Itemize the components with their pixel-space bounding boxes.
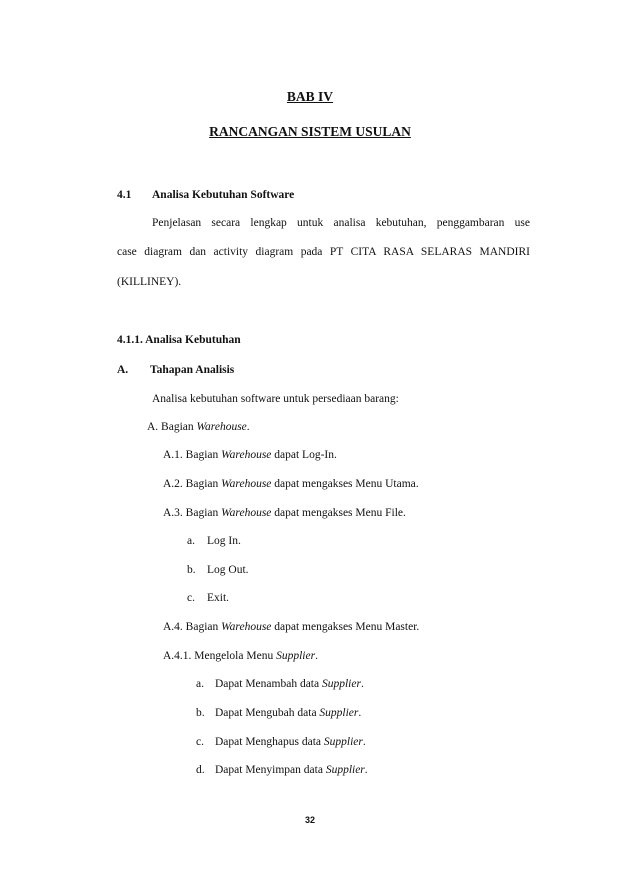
list-item-text: Log Out. <box>207 564 249 576</box>
list-item-text: Dapat Menambah data Supplier. <box>215 678 364 690</box>
subheading-label: Tahapan Analisis <box>150 364 235 376</box>
paragraph-line-2: case diagram dan activity diagram pada PT CITA RASA SELARAS MANDIRI <box>117 246 530 258</box>
list-item-letter: b. <box>196 707 205 719</box>
list-item-letter: a. <box>187 535 195 547</box>
intro-line: Analisa kebutuhan software untuk persediaan barang: <box>152 393 399 405</box>
list-item: A.3. Bagian Warehouse dapat mengakses Menu File. <box>163 507 406 519</box>
list-item: A.4.1. Mengelola Menu Supplier. <box>163 650 318 662</box>
list-item: A.4. Bagian Warehouse dapat mengakses Menu Master. <box>163 621 420 633</box>
page-number: 32 <box>304 815 315 825</box>
list-item-text: Dapat Menyimpan data Supplier. <box>215 764 368 776</box>
list-item-text: Log In. <box>207 535 241 547</box>
chapter-title: RANCANGAN SISTEM USULAN <box>209 124 411 139</box>
chapter-heading: BAB IV <box>286 89 334 104</box>
list-item-text: Dapat Menghapus data Supplier. <box>215 736 366 748</box>
list-item-text: Dapat Mengubah data Supplier. <box>215 707 362 719</box>
list-item-letter: a. <box>196 678 204 690</box>
paragraph-line-1: Penjelasan secara lengkap untuk analisa kebutuhan, penggambaran use <box>152 217 530 229</box>
list-item: A.2. Bagian Warehouse dapat mengakses Menu Utama. <box>163 478 419 490</box>
list-item-letter: c. <box>196 736 204 748</box>
list-item-letter: d. <box>196 764 205 776</box>
list-item: A. Bagian Warehouse. <box>147 421 250 433</box>
section-heading: Analisa Kebutuhan Software <box>152 189 295 201</box>
list-item-letter: b. <box>187 564 196 576</box>
list-item-text: Exit. <box>207 592 230 604</box>
section-number: 4.1 <box>117 189 132 201</box>
list-item: A.1. Bagian Warehouse dapat Log-In. <box>163 449 337 461</box>
subsection-heading: 4.1.1. Analisa Kebutuhan <box>117 334 241 346</box>
paragraph-line-3: (KILLINEY). <box>117 276 182 288</box>
list-item-letter: c. <box>187 592 195 604</box>
subheading-letter: A. <box>117 364 129 376</box>
